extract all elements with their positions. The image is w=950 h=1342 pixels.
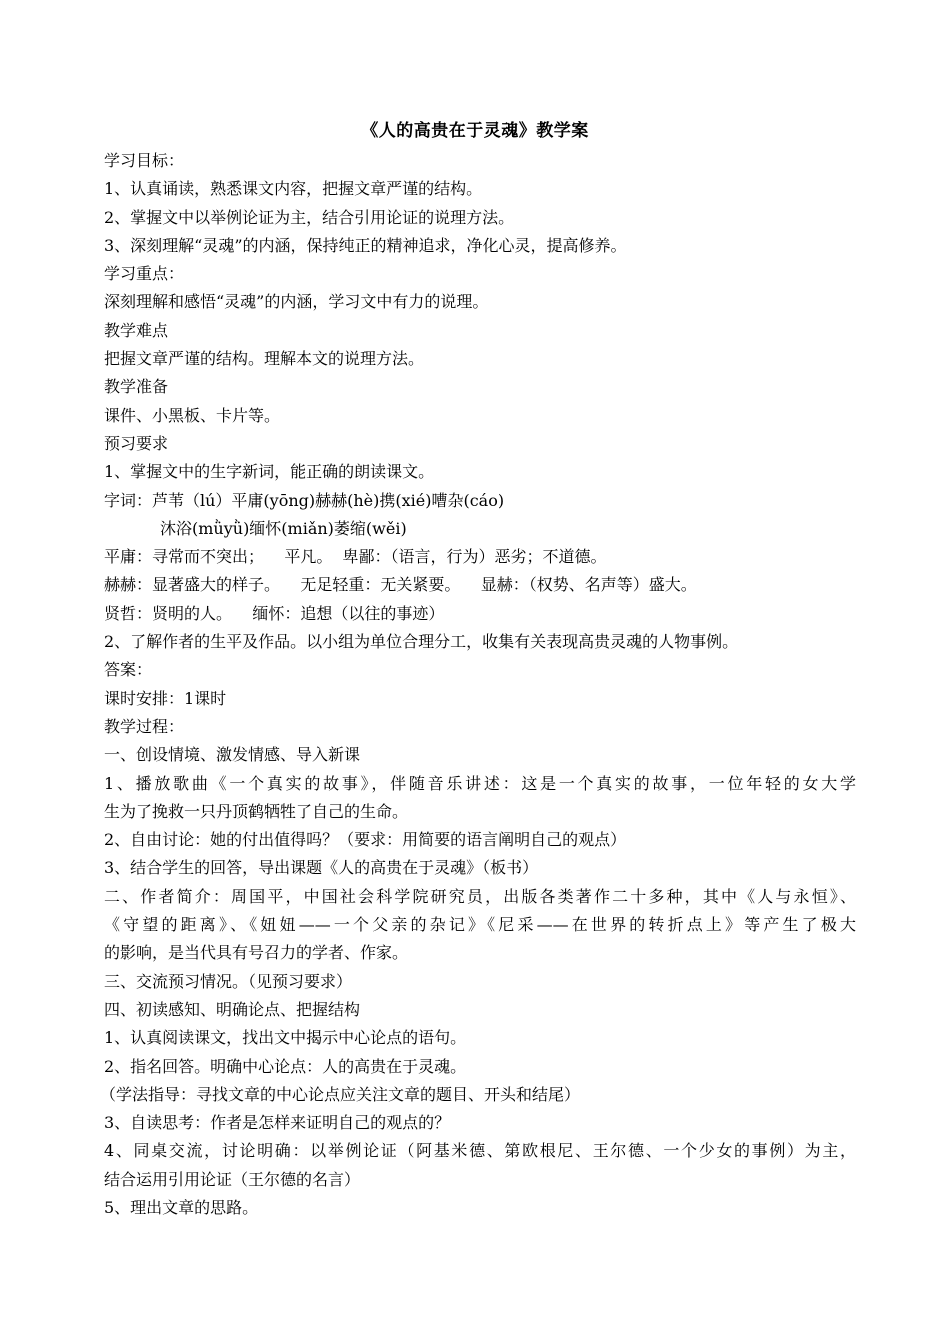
definition-line: 平庸：寻常而不突出； 平凡。 卑鄙：（语言，行为）恶劣；不道德。 (104, 547, 607, 567)
text-line: 3、深刻理解“灵魂”的内涵，保持纯正的精神追求，净化心灵，提高修养。 (104, 235, 627, 255)
text-line: 2、了解作者的生平及作品。以小组为单位合理分工，收集有关表现高贵灵魂的人物事例。 (104, 632, 739, 652)
section-heading: 教学难点 (104, 320, 169, 340)
vocab-line: 沐浴(mǜyǜ)缅怀(miǎn)萎缩(wěi) (160, 518, 407, 538)
step-heading: 一、创设情境、激发情感、导入新课 (104, 745, 361, 765)
step-heading: 三、交流预习情况。（见预习要求） (104, 971, 353, 991)
text-line: 把握文章严谨的结构。理解本文的说理方法。 (104, 349, 425, 369)
document-title: 《人的高贵在于灵魂》教学案 (361, 121, 589, 141)
section-heading: 教学过程： (104, 716, 185, 736)
text-line: 3、结合学生的回答，导出课题《人的高贵在于灵魂》（板书） (104, 858, 539, 878)
text-line: 5、理出文章的思路。 (104, 1197, 259, 1217)
text-line: （学法指导：寻找文章的中心论点应关注文章的题目、开头和结尾） (100, 1084, 581, 1104)
section-heading: 学习重点： (104, 264, 185, 284)
text-line: 1、认真诵读，熟悉课文内容，把握文章严谨的结构。 (104, 179, 483, 199)
section-heading: 学习目标： (104, 151, 185, 170)
step-heading: 二、作者简介：周国平，中国社会科学院研究员，出版各类著作二十多种，其中《人与永恒》、 (104, 886, 856, 906)
definition-line: 贤哲：贤明的人。 缅怀：追想（以往的事迹） (104, 603, 445, 623)
text-line: 课件、小黑板、卡片等。 (104, 405, 281, 425)
text-line: 3、自读思考：作者是怎样来证明自己的观点的？ (104, 1113, 451, 1133)
section-heading: 答案： (104, 660, 153, 680)
text-line: 课时安排：1课时 (104, 688, 227, 708)
text-line: 《守望的距离》、《妞妞——一个父亲的杂记》《尼采——在世界的转折点上》等产生了极大 (104, 915, 856, 935)
text-line: 2、掌握文中以举例论证为主，结合引用论证的说理方法。 (104, 207, 515, 227)
text-line: 4、同桌交流，讨论明确：以举例论证（阿基米德、第欧根尼、王尔德、一个少女的事例）为主， (104, 1141, 856, 1161)
step-heading: 四、初读感知、明确论点、把握结构 (104, 999, 361, 1019)
vocab-line: 字词：芦苇（lú）平庸(yōng)赫赫(hè)携(xié)嘈杂(cáo) (104, 490, 505, 510)
text-line: 深刻理解和感悟“灵魂”的内涵，学习文中有力的说理。 (104, 292, 489, 312)
text-line: 1、掌握文中的生字新词，能正确的朗读课文。 (104, 462, 435, 482)
text-line: 2、自由讨论：她的付出值得吗？（要求：用简要的语言阐明自己的观点） (104, 830, 627, 850)
text-line: 结合运用引用论证（王尔德的名言） (104, 1169, 361, 1189)
section-heading: 预习要求 (104, 433, 169, 453)
document-body (100, 147, 856, 1222)
text-line: 生为了挽救一只丹顶鹤牺牲了自己的生命。 (104, 801, 409, 821)
definition-line: 赫赫：显著盛大的样子。 无足轻重：无关紧要。 显赫：（权势、名声等）盛大。 (104, 575, 697, 595)
text-line: 2、指名回答。明确中心论点：人的高贵在于灵魂。 (104, 1056, 467, 1076)
text-line: 1、播放歌曲《一个真实的故事》，伴随音乐讲述：这是一个真实的故事，一位年轻的女大学 (104, 773, 856, 793)
section-heading: 教学准备 (104, 377, 169, 397)
text-line: 的影响，是当代具有号召力的学者、作家。 (104, 943, 409, 963)
text-line: 1、认真阅读课文，找出文中揭示中心论点的语句。 (104, 1028, 467, 1048)
